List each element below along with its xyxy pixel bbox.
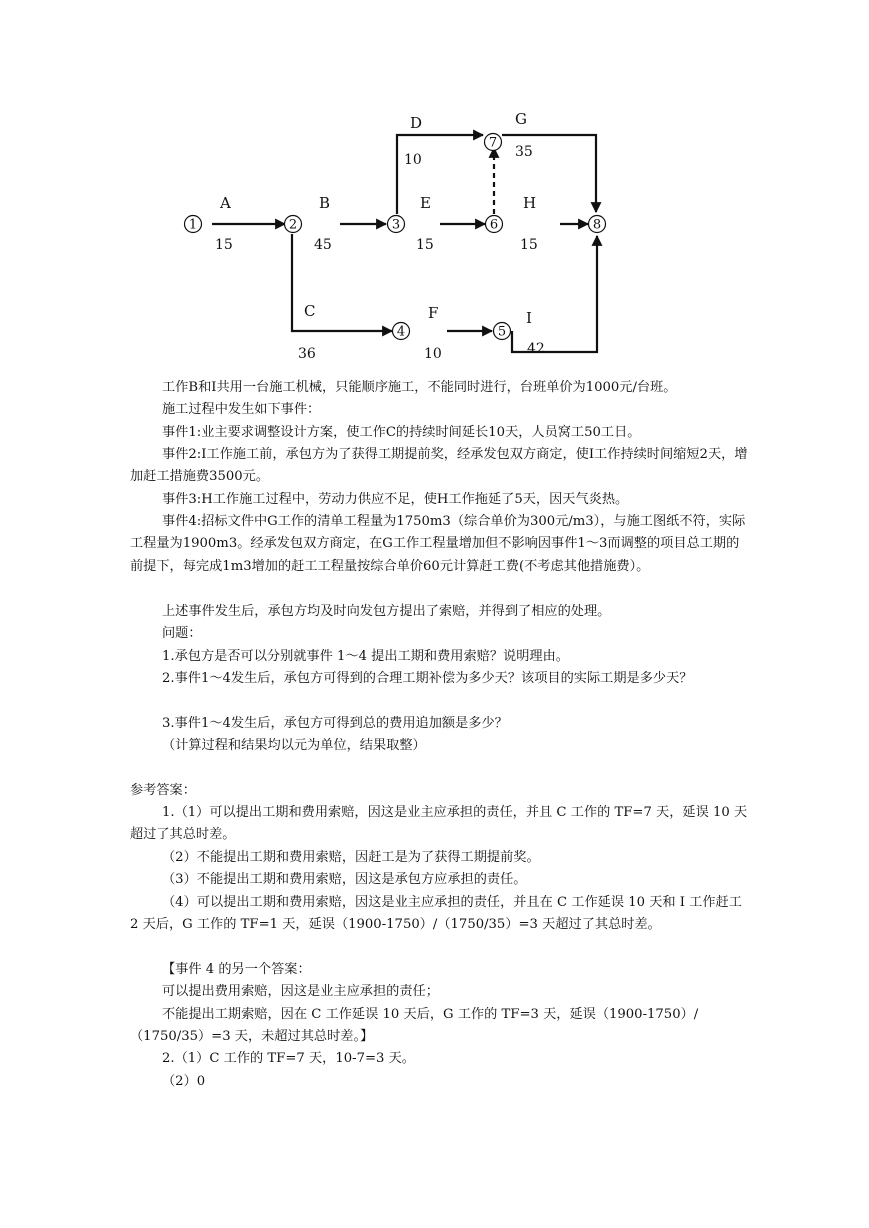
paragraph-event-4: 事件4:招标文件中G工作的清单工程量为1750m3（综合单价为300元/m3），与施工图纸不符，实际工程量为1900m3。经承发包双方商定，在G工作工程量增加但不影响因事件1～3而调整的项目总工期的前提下，每完成1m3增加的赶工工程量按综合单价60元计算赶工费(不考虑其他措施费）。	[130, 514, 746, 574]
paragraph-event-2: 事件2:I工作施工前，承包方为了获得工期提前奖，经承发包双方商定，使I工作持续时间缩短2天，增加赶工措施费3500元。	[130, 447, 748, 485]
node-2	[285, 216, 302, 233]
label-B: B	[319, 194, 331, 212]
svg-text:8: 8	[592, 217, 602, 233]
question-1: 1.承包方是否可以分别就事件 1～4 提出工期和费用索赔？说明理由。	[162, 649, 569, 664]
alt-answer-time: 不能提出工期索赔，因在 C 工作延误 10 天后，G 工作的 TF=3 天，延误（1900-1750）/（1750/35）=3 天，未超过其总时差。】	[130, 1007, 699, 1045]
svg-text:3: 3	[391, 217, 401, 233]
svg-text:7: 7	[488, 135, 498, 151]
answer-1-3: （3）不能提出工期和费用索赔，因这是承包方应承担的责任。	[162, 872, 527, 887]
question-3: 3.事件1～4发生后，承包方可得到总的费用追加额是多少？	[162, 716, 508, 731]
node-5	[494, 323, 511, 340]
svg-text:6: 6	[489, 217, 499, 233]
svg-text:1: 1	[188, 217, 198, 233]
duration-G: 35	[515, 144, 533, 160]
question-2: 2.事件1～4发生后，承包方可得到的合理工期补偿为多少天？该项目的实际工期是多少天？	[162, 671, 693, 686]
answer-1-4: （4）可以提出工期和费用索赔，因这是业主应承担的责任，并且在 C 工作延误 10 天和 I 工作赶工 2 天后，G 工作的 TF=1 天，延误（1900-1750）/（1750/35）=3 天超过了其总时差。	[130, 895, 742, 933]
answer-1-2: （2）不能提出工期和费用索赔，因赶工是为了获得工期提前奖。	[162, 850, 540, 865]
answer-1-1: 1.（1）可以提出工期和费用索赔，因这是业主应承担的责任，并且 C 工作的 TF=7 天，延误 10 天超过了其总时差。	[130, 805, 748, 843]
svg-text:4: 4	[396, 324, 406, 340]
node-7	[485, 134, 502, 151]
node-4	[393, 323, 410, 340]
label-F: F	[428, 304, 439, 322]
label-H: H	[523, 194, 537, 212]
node-3	[388, 216, 405, 233]
node-1	[185, 216, 202, 233]
duration-A: 15	[215, 237, 233, 253]
svg-text:2: 2	[288, 217, 298, 233]
duration-C: 36	[298, 346, 316, 362]
duration-B: 45	[314, 237, 332, 253]
paragraph-claims: 上述事件发生后，承包方均及时向发包方提出了索赔，并得到了相应的处理。	[162, 604, 611, 619]
answer-heading: 参考答案：	[130, 783, 196, 798]
answer-2-1: 2.（1）C 工作的 TF=7 天，10-7=3 天。	[162, 1051, 415, 1066]
paragraph-machine-sharing: 工作B和I共用一台施工机械，只能顺序施工，不能同时进行，台班单价为1000元/台班。	[162, 380, 677, 395]
duration-H: 15	[520, 237, 538, 253]
label-D: D	[410, 114, 423, 132]
label-E: E	[420, 194, 431, 212]
paragraph-event-1: 事件1:业主要求调整设计方案，使工作C的持续时间延长10天，人员窝工50工日。	[162, 425, 641, 440]
label-C: C	[304, 302, 316, 320]
node-8	[589, 216, 606, 233]
calculation-note: （计算过程和结果均以元为单位，结果取整）	[162, 738, 426, 753]
paragraph-event-3: 事件3:H工作施工过程中，劳动力供应不足，使H工作拖延了5天，因天气炎热。	[162, 492, 629, 507]
duration-D: 10	[404, 152, 422, 168]
arrow-I	[512, 236, 597, 352]
label-G: G	[515, 110, 527, 128]
alt-answer-cost: 可以提出费用索赔，因这是业主应承担的责任；	[162, 984, 439, 999]
duration-I: 42	[527, 341, 545, 357]
duration-F: 10	[424, 346, 442, 362]
arrow-D	[397, 135, 483, 214]
network-diagram	[0, 0, 869, 370]
node-6	[486, 216, 503, 233]
label-A: A	[220, 194, 231, 212]
label-I: I	[526, 309, 532, 327]
svg-text:5: 5	[497, 324, 507, 340]
paragraph-questions-label: 问题：	[162, 626, 202, 641]
duration-E: 15	[416, 237, 434, 253]
answer-2-2: （2）0	[162, 1074, 206, 1089]
alt-answer-heading: 【事件 4 的另一个答案：	[162, 962, 311, 977]
paragraph-events-intro: 施工过程中发生如下事件：	[162, 402, 321, 417]
